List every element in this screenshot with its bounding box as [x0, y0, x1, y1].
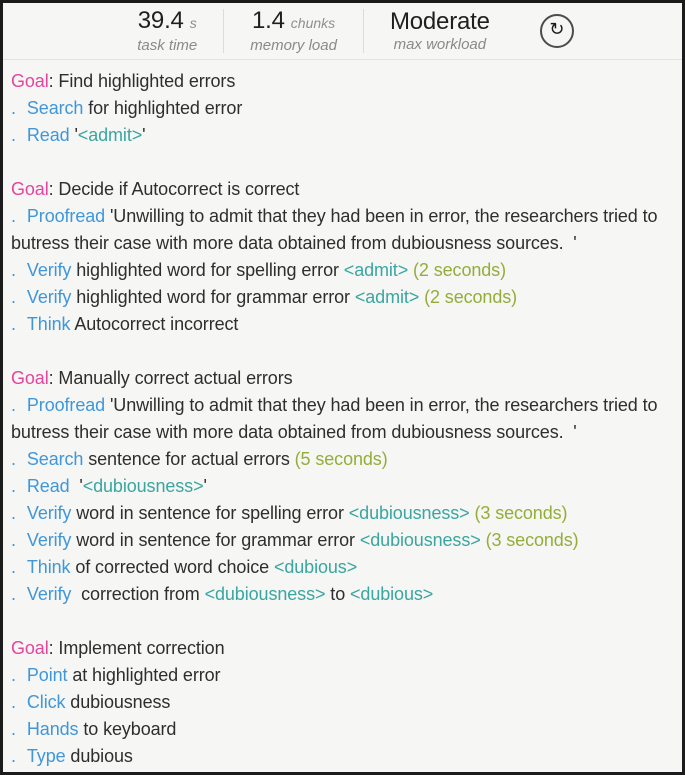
word-tag: <dubiousness>: [82, 476, 204, 496]
duration: (3 seconds): [485, 530, 579, 550]
operator-keyword: Think: [26, 314, 71, 334]
word-tag: <dubiousness>: [359, 530, 481, 550]
bullet-dot: .: [11, 449, 16, 469]
step-text: for highlighted error: [83, 98, 243, 118]
step-text: to: [325, 584, 351, 604]
bullet-dot: .: [11, 746, 16, 766]
goal-title-text: : Find highlighted errors: [48, 71, 236, 91]
stats-header: [3, 3, 682, 60]
step-text: ': [142, 125, 146, 145]
task-time-label: task time: [137, 36, 198, 54]
bullet-dot: .: [11, 476, 16, 496]
stat-task-time: [111, 8, 223, 55]
task-time-value: 39.4: [137, 6, 184, 34]
step-text: to keyboard: [78, 719, 177, 739]
bullet-dot: .: [11, 395, 16, 415]
word-tag: <dubiousness>: [348, 503, 470, 523]
max-workload-value: Moderate: [389, 7, 490, 35]
step-text: word in sentence for spelling error: [71, 503, 349, 523]
step-text: 'Unwilling to admit that they had been in error, the researchers tried to butress their case with more data obtained from dubiousness sources. ': [11, 395, 663, 442]
bullet-dot: .: [11, 719, 16, 739]
step-text: highlighted word for spelling error: [71, 260, 344, 280]
operator-keyword: Proofread: [26, 395, 106, 415]
goal-title-text: : Manually correct actual errors: [48, 368, 293, 388]
task-step: [11, 527, 674, 554]
bullet-dot: .: [11, 314, 16, 334]
step-text: correction from: [71, 584, 205, 604]
operator-keyword: Verify: [26, 584, 72, 604]
task-step: [11, 257, 674, 284]
duration: (2 seconds): [413, 260, 506, 280]
step-text: 'Unwilling to admit that they had been in error, the researchers tried to butress their case with more data obtained from dubiousness sources. ': [11, 206, 663, 253]
bullet-dot: .: [11, 530, 16, 550]
task-step: [11, 473, 674, 500]
operator-keyword: Click: [26, 692, 66, 712]
duration: (5 seconds): [294, 449, 388, 469]
bullet-dot: .: [11, 287, 16, 307]
bullet-dot: .: [11, 503, 16, 523]
stat-max-workload-top: [390, 9, 490, 35]
operator-keyword: Search: [26, 449, 84, 469]
step-text: highlighted word for grammar error: [71, 287, 355, 307]
task-step: [11, 392, 674, 446]
operator-keyword: Read: [26, 476, 70, 496]
task-step: [11, 311, 674, 338]
task-step: [11, 500, 674, 527]
refresh-button[interactable]: [540, 14, 574, 48]
goal-block: [11, 365, 674, 608]
task-step: [11, 581, 674, 608]
step-text: ': [69, 476, 83, 496]
word-tag: <dubiousness>: [204, 584, 326, 604]
operator-keyword: Hands: [26, 719, 79, 739]
word-tag: <admit>: [77, 125, 143, 145]
bullet-dot: .: [11, 260, 16, 280]
task-step: [11, 122, 674, 149]
goal-title-text: : Implement correction: [48, 638, 225, 658]
duration: (2 seconds): [424, 287, 518, 307]
operator-keyword: Type: [26, 746, 66, 766]
stat-memory-load: [224, 8, 363, 55]
step-text: dubious: [65, 746, 133, 766]
bullet-dot: .: [11, 206, 16, 226]
stat-memory-load-top: [250, 8, 337, 36]
duration: (3 seconds): [474, 503, 568, 523]
operator-keyword: Verify: [26, 260, 72, 280]
memory-load-label: memory load: [250, 36, 337, 54]
task-step: [11, 446, 674, 473]
operator-keyword: Verify: [26, 530, 72, 550]
bullet-dot: .: [11, 557, 16, 577]
goal-keyword: Goal: [11, 179, 49, 199]
operator-keyword: Read: [26, 125, 70, 145]
task-step: [11, 95, 674, 122]
operator-keyword: Think: [26, 557, 71, 577]
goal-title: [11, 365, 674, 392]
task-time-unit: s: [189, 14, 197, 31]
stat-task-time-top: [137, 8, 197, 36]
max-workload-label: max workload: [393, 35, 487, 53]
goal-block: [11, 68, 674, 149]
step-text: ': [69, 125, 78, 145]
bullet-dot: .: [11, 584, 16, 604]
task-step: [11, 716, 674, 743]
step-text: Autocorrect incorrect: [70, 314, 239, 334]
bullet-dot: .: [11, 125, 16, 145]
bullet-dot: .: [11, 665, 16, 685]
task-step: [11, 203, 674, 257]
task-step: [11, 554, 674, 581]
task-step: [11, 689, 674, 716]
operator-keyword: Verify: [26, 287, 72, 307]
task-step: [11, 284, 674, 311]
step-text: sentence for actual errors: [83, 449, 295, 469]
task-step: [11, 662, 674, 689]
refresh-icon: ↻: [549, 19, 565, 40]
step-text: ': [203, 476, 207, 496]
bullet-dot: .: [11, 692, 16, 712]
word-tag: <dubious>: [350, 584, 434, 604]
operator-keyword: Verify: [26, 503, 72, 523]
goal-keyword: Goal: [11, 71, 49, 91]
task-model-list: [3, 60, 682, 770]
task-step: [11, 743, 674, 770]
operator-keyword: Proofread: [26, 206, 106, 226]
goal-block: [11, 635, 674, 770]
operator-keyword: Search: [26, 98, 84, 118]
step-text: at highlighted error: [67, 665, 221, 685]
memory-load-unit: chunks: [290, 14, 336, 31]
step-text: of corrected word choice: [70, 557, 274, 577]
goal-title-text: : Decide if Autocorrect is correct: [48, 179, 300, 199]
goal-keyword: Goal: [11, 368, 49, 388]
goal-block: [11, 176, 674, 338]
goal-title: [11, 68, 674, 95]
goal-title: [11, 176, 674, 203]
word-tag: <admit>: [354, 287, 420, 307]
operator-keyword: Point: [26, 665, 68, 685]
goal-title: [11, 635, 674, 662]
word-tag: <admit>: [343, 260, 409, 280]
step-text: word in sentence for grammar error: [71, 530, 360, 550]
memory-load-value: 1.4: [252, 6, 285, 34]
goal-keyword: Goal: [11, 638, 49, 658]
stat-max-workload: [364, 9, 516, 54]
word-tag: <dubious>: [273, 557, 358, 577]
step-text: dubiousness: [65, 692, 171, 712]
bullet-dot: .: [11, 98, 16, 118]
